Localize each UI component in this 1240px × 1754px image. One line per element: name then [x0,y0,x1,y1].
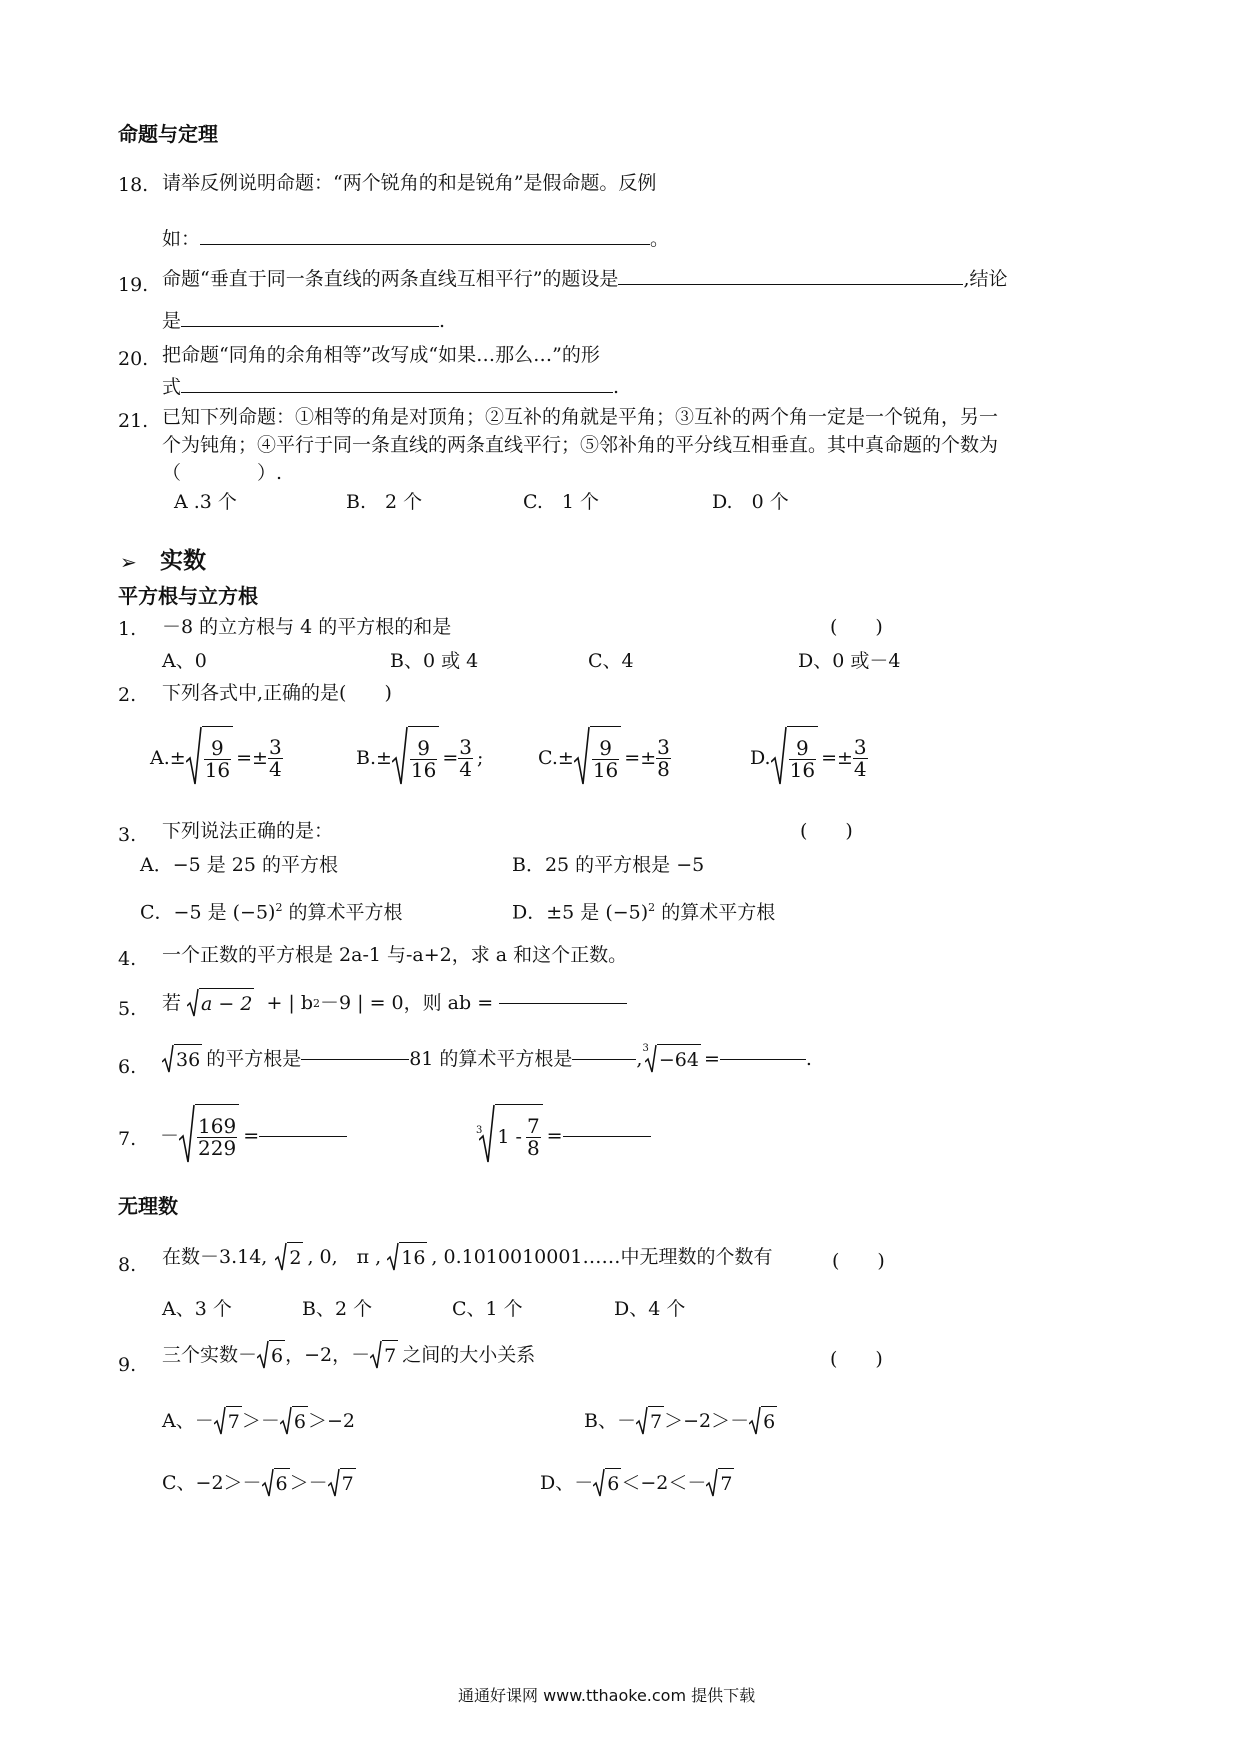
q8-answer-paren[interactable]: ( ) [832,1250,885,1272]
q3-option-a: A．−5 是 25 的平方根 [140,854,339,876]
q1-option-a: A、0 [162,650,207,672]
q2-c-radicand-den: 16 [592,757,619,782]
q2-b-radical [392,726,439,790]
q9-c-radicand-1: 6 [274,1468,290,1498]
q19-premise-blank[interactable] [618,284,963,285]
q2-b-semicolon: ; [477,746,484,769]
q9-text-1: 三个实数－ [162,1343,258,1366]
q3-d-exponent: 2 [648,901,656,914]
q7-expression-1 [160,1104,347,1168]
q9-d-radical-1 [593,1468,621,1498]
q7-radicand-num: 169 [198,1113,237,1138]
q9-b-label: B、－ [584,1409,636,1432]
q7-expression-2 [476,1104,651,1168]
q6-radicand-2: −64 [657,1044,701,1074]
q9-b-radical-2 [749,1406,777,1436]
q7-radicand-one: 1 - [497,1125,522,1148]
q9-a-middle: ＞－ [241,1409,280,1432]
q6-radical-36 [162,1044,202,1074]
q7-radical-2 [479,1104,542,1168]
q19-suffix: . [439,310,446,332]
page-footer: 通通好课网 www.tthaoke.com 提供下载 [458,1686,756,1705]
q6-equals: = [703,1047,720,1070]
q2-d-fraction [853,734,868,781]
q18-number: 18. [118,174,149,196]
q2-a-equals: =± [236,746,268,769]
q2-option-b [356,726,483,790]
q2-a-radical [186,726,233,790]
q8-radical-16 [387,1242,427,1272]
q2-a-label: A.± [150,746,186,769]
q9-d-middle: ＜−2＜－ [621,1471,707,1494]
q1-text: －8 的立方根与 4 的平方根的和是 [162,616,452,638]
q2-c-frac-den: 8 [657,756,670,781]
q8-option-d: D、4 个 [614,1298,686,1320]
q3-c-exponent: 2 [275,901,283,914]
arrow-bullet-icon: ➢ [120,550,137,574]
q20-line2 [162,378,619,397]
q9-option-c [162,1466,356,1500]
q8-text-2: , 0, π , [307,1245,382,1268]
q1-number: 1. [118,618,137,640]
q3-c-text: C．−5 是 (−5) [140,901,276,924]
q19-conclusion-blank[interactable] [181,326,439,327]
q3-option-c [140,902,403,922]
q8-text-3: , 0.1010010001……中无理数的个数有 [431,1245,773,1268]
q9-c-radical-1 [262,1468,290,1498]
q9-d-radical-2 [706,1468,734,1498]
q1-option-b: B、0 或 4 [390,650,479,672]
q6-radicand-1: 36 [174,1044,202,1074]
q9-b-radical-1 [636,1406,664,1436]
q7-radicand-den: 229 [198,1135,237,1160]
q9-radicand-1: 6 [269,1340,285,1370]
q9-option-b [584,1404,777,1438]
q2-b-frac-num: 3 [459,734,473,759]
q21-option-a: A .3 个 [174,491,237,513]
q9-a-radical-1 [214,1406,242,1436]
q9-a-radicand-2: 6 [292,1406,308,1436]
q6-cube-index: 3 [642,1043,649,1054]
q9-expression [162,1338,535,1372]
q3-text: 下列说法正确的是： [162,820,334,842]
q2-b-fraction [458,734,473,781]
q7-blank-2[interactable] [563,1136,651,1137]
q2-c-radical [574,726,621,790]
q8-option-c: C、1 个 [452,1298,523,1320]
q5-radicand: a − 2 [199,988,254,1018]
q21-line1: 已知下列命题：①相等的角是对顶角；②互补的角就是平角；③互补的两个角一定是一个锐角，另一 [162,406,999,428]
q5-expression [162,986,627,1020]
q2-option-d [750,726,868,790]
q2-a-fraction [268,734,283,781]
q3-d-tail: 的算术平方根 [655,901,776,924]
q1-option-c: C、4 [588,650,634,672]
q3-answer-paren[interactable]: ( ) [800,820,853,842]
q9-b-middle: ＞−2＞－ [664,1409,750,1432]
q2-b-frac-den: 4 [459,756,473,781]
q2-c-label: C.± [538,746,574,769]
q7-number: 7. [118,1128,137,1150]
q6-radical-cube [645,1044,701,1074]
q9-option-a [162,1404,355,1438]
q7-equals-1: = [243,1124,260,1147]
q6-blank-3[interactable] [720,1059,806,1060]
q1-option-d: D、0 或－4 [798,650,901,672]
q5-prefix: 若 [162,991,182,1014]
q6-expression [162,1042,812,1076]
q5-answer-blank[interactable] [499,1003,627,1004]
q2-d-label: D. [750,746,771,769]
q21-option-c: C. 1 个 [523,491,600,513]
q9-c-radical-2 [328,1468,356,1498]
q2-d-radicand-num: 9 [789,738,816,760]
q9-option-d [540,1466,734,1500]
q1-answer-paren[interactable]: ( ) [830,616,883,638]
q9-d-label: D、－ [540,1471,594,1494]
q8-radicand-1: 2 [287,1242,303,1272]
q8-option-a: A、3 个 [162,1298,232,1320]
q7-minus: － [160,1124,180,1147]
q20-suffix: . [613,376,620,398]
q4-number: 4. [118,948,137,970]
q3-option-d [512,902,775,922]
q2-option-a [150,726,283,790]
q18-prefix: 如： [162,228,201,250]
q9-a-tail: ＞−2 [307,1409,355,1432]
q9-d-radicand-2: 7 [718,1468,734,1498]
q21-option-b: B. 2 个 [346,491,423,513]
q9-a-label: A、－ [162,1409,214,1432]
q9-c-middle: ＞－ [289,1471,328,1494]
q5-exponent: 2 [313,996,321,1010]
q9-radical-7 [370,1340,398,1370]
q18-text: 请举反例说明命题：“两个锐角的和是锐角”是假命题。反例 [162,172,657,194]
q7-frac-num: 7 [526,1113,540,1138]
q3-option-b: B．25 的平方根是 −5 [512,854,705,876]
q3-number: 3. [118,824,137,846]
q21-option-d: D. 0 个 [712,491,789,513]
q9-c-radicand-2: 7 [340,1468,356,1498]
q6-comma: , [636,1047,643,1070]
q2-a-radicand-num: 9 [204,738,231,760]
q21-line3: （ ）. [162,462,283,484]
q6-number: 6. [118,1056,137,1078]
q5-radical [187,988,254,1018]
q20-prefix: 式 [162,376,182,398]
q9-radicand-2: 7 [382,1340,398,1370]
q8-number: 8. [118,1254,137,1276]
q8-radical-2 [275,1242,303,1272]
q2-d-radicand-den: 16 [789,757,816,782]
q5-abs-open: + | b [266,991,314,1014]
q6-period: . [805,1047,812,1070]
q2-b-label: B.± [356,746,392,769]
q9-d-radicand-1: 6 [605,1468,621,1498]
subheading-roots: 平方根与立方根 [118,584,258,608]
q3-c-tail: 的算术平方根 [282,901,403,924]
q7-blank-1[interactable] [259,1136,347,1137]
q9-b-radicand-2: 6 [761,1406,777,1436]
q2-a-radicand-den: 16 [204,757,231,782]
q6-text-1: 的平方根是 [206,1047,302,1070]
q2-c-frac-num: 3 [657,734,670,759]
q9-radical-6 [257,1340,285,1370]
q8-expression [162,1240,773,1274]
q2-option-c [538,726,671,790]
q9-text-3: 之间的大小关系 [402,1343,536,1366]
q2-text: 下列各式中,正确的是( ) [162,682,392,704]
q20-text: 把命题“同角的余角相等”改写成“如果…那么…”的形 [162,344,600,366]
q19-line2 [162,312,445,331]
q5-tail: －9 | = 0，则 ab = [320,991,494,1014]
q19-text: 命题“垂直于同一条直线的两条直线互相平行”的题设是 [162,268,619,290]
q2-b-radicand-num: 9 [410,738,437,760]
q3-d-text: D．±5 是 (−5) [512,901,649,924]
q18-suffix: 。 [650,228,670,250]
q19-prefix: 是 [162,310,182,332]
q2-number: 2. [118,684,137,706]
q9-c-label: C、−2＞－ [162,1471,262,1494]
q7-radical-1 [179,1104,239,1168]
q2-c-radicand-num: 9 [592,738,619,760]
q9-number: 9. [118,1354,137,1376]
q18-answer-blank[interactable] [200,244,650,245]
subheading-irrational: 无理数 [118,1194,178,1218]
q2-a-frac-den: 4 [268,756,282,781]
q6-blank-2[interactable] [572,1059,636,1060]
q21-number: 21. [118,410,149,432]
q9-a-radicand-1: 7 [226,1406,242,1436]
section-heading-propositions: 命题与定理 [118,122,218,146]
q2-d-frac-num: 3 [853,734,867,759]
q7-cube-index: 3 [476,1125,483,1136]
q5-number: 5. [118,998,137,1020]
q6-blank-1[interactable] [301,1059,409,1060]
q2-d-equals: =± [821,746,853,769]
q6-text-2: 81 的算术平方根是 [409,1047,573,1070]
q2-b-radicand-den: 16 [410,757,437,782]
q19-line1 [162,270,1007,289]
q8-radicand-2: 16 [399,1242,427,1272]
q19-conclusion-label: ,结论 [963,268,1008,290]
q2-c-equals: =± [624,746,657,769]
q20-number: 20. [118,348,149,370]
q9-a-radical-2 [280,1406,308,1436]
q9-text-2: ，−2，－ [285,1343,371,1366]
q2-d-radical [771,726,818,790]
q2-d-frac-den: 4 [853,756,867,781]
q8-option-b: B、2 个 [302,1298,373,1320]
q18-line2 [162,230,669,249]
q9-answer-paren[interactable]: ( ) [830,1348,883,1370]
q7-equals-2: = [546,1124,563,1147]
q9-b-radicand-1: 7 [648,1406,664,1436]
q7-frac-den: 8 [526,1135,540,1160]
q19-number: 19. [118,274,149,296]
q20-answer-blank[interactable] [181,392,613,393]
q21-line2: 个为钝角；④平行于同一条直线的两条直线平行；⑤邻补角的平分线互相垂直。其中真命题的个数为 [162,434,999,456]
q8-text-1: 在数－3.14, [162,1245,268,1268]
q2-c-fraction [656,734,671,781]
section-title-real-numbers: 实数 [160,548,206,574]
q4-text: 一个正数的平方根是 2a-1 与-a+2，求 a 和这个正数。 [162,944,628,966]
q2-a-frac-num: 3 [268,734,282,759]
q2-b-equals: = [442,746,459,769]
